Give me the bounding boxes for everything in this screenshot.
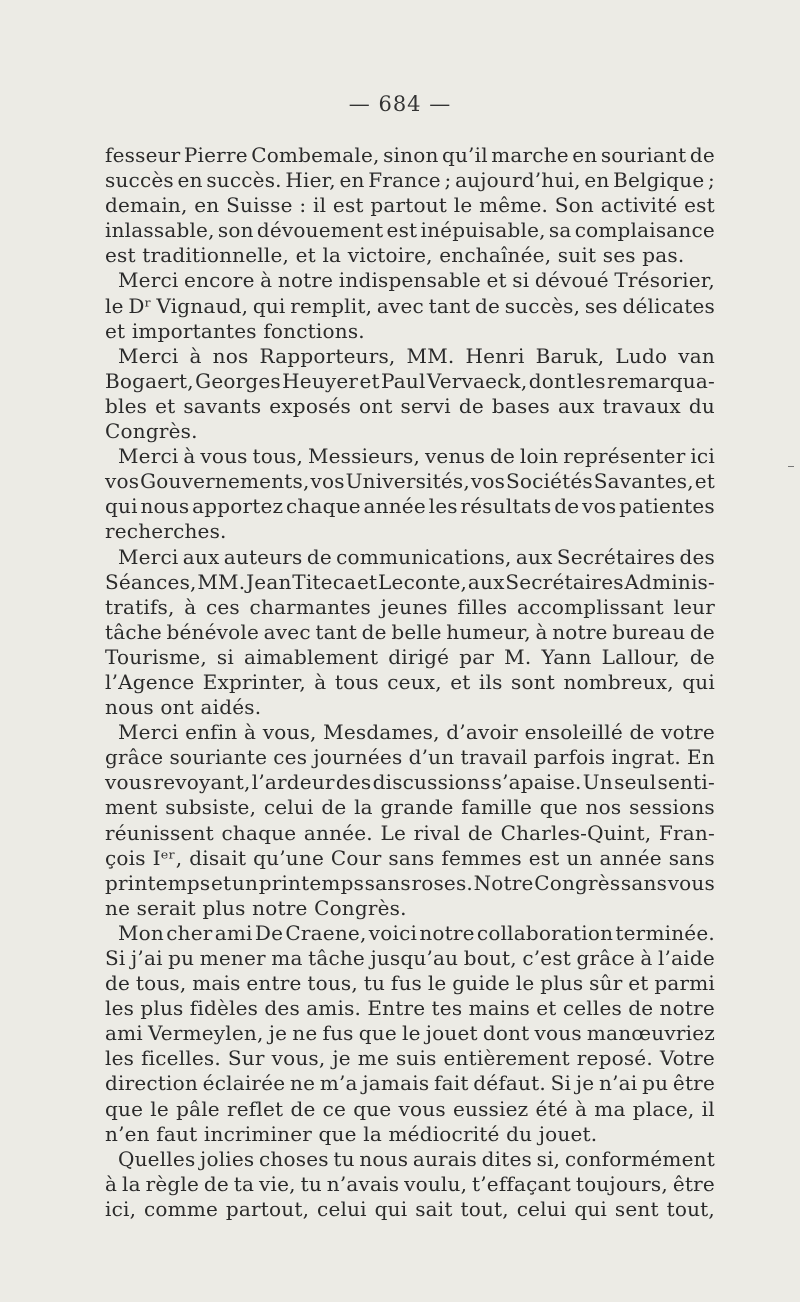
text-line: Merci enfin à vous, Mesdames, d’avoir ensoleillé de votre [118, 720, 715, 745]
text-line: tâche bénévole avec tant de belle humeur, à notre bureau de [105, 619, 715, 644]
text-line: les plus fidèles des amis. Entre tes mains et celles de notre [105, 996, 715, 1021]
text-line: de tous, mais entre tous, tu fus le guide le plus sûr et parmi [105, 971, 715, 996]
text-line: l’Agence Exprinter, à tous ceux, et ils sont nombreux, qui [105, 669, 715, 694]
text-line: est traditionnelle, et la victoire, enchaînée, suit ses pas. [105, 243, 685, 268]
text-line: Quelles jolies choses tu nous aurais dites si, conformément [118, 1146, 715, 1171]
text-line: qui nous apportez chaque année les résultats de vos patientes [105, 494, 715, 519]
text-line: et importantes fonctions. [105, 318, 365, 343]
text-line: Si j’ai pu mener ma tâche jusqu’au bout, c’est grâce à l’aide [105, 946, 715, 970]
text-line: le Dʳ Vignaud, qui remplit, avec tant de succès, ses délicates [105, 293, 715, 318]
text-line: Merci à vous tous, Messieurs, venus de loin représenter ici [118, 444, 715, 469]
text-line: fesseur Pierre Combemale, sinon qu’il marche en souriant de [105, 143, 715, 167]
text-line: vos Gouvernements, vos Universités, vos Sociétés Savantes, et [105, 469, 715, 494]
text-line: ne serait plus notre Congrès. [105, 895, 407, 920]
text-line: grâce souriante ces journées d’un travail parfois ingrat. En [105, 745, 715, 770]
text-line: vous revoyant, l’ardeur des discussions s’apaise. Un seul senti- [105, 770, 715, 795]
text-line: Mon cher ami De Craene, voici notre collaboration terminée. [118, 920, 715, 945]
page-number: — 684 — [348, 92, 452, 116]
text-line: inlassable, son dévouement est inépuisable, sa complaisance [105, 218, 715, 243]
text-line: direction éclairée ne m’a jamais fait défaut. Si je n’ai pu être [105, 1071, 715, 1096]
text-line: Merci à nos Rapporteurs, MM. Henri Baruk, Ludo van [118, 343, 715, 368]
text-line: que le pâle reflet de ce que vous eussiez été à ma place, il [105, 1096, 715, 1121]
text-line: à la règle de ta vie, tu n’avais voulu, t’effaçant toujours, être [105, 1171, 715, 1196]
text-line: Congrès. [105, 419, 198, 444]
text-line: printemps et un printemps sans roses. Notre Congrès sans vous [105, 870, 715, 895]
scan-mark [788, 466, 794, 467]
text-line: Séances, MM. Jean Titeca et Leconte, aux Secrétaires Adminis- [105, 569, 715, 594]
body-text [105, 143, 715, 1222]
text-line: n’en faut incriminer que la médiocrité du jouet. [105, 1121, 598, 1146]
text-line: succès en succès. Hier, en France ; aujourd’hui, en Belgique ; [105, 168, 715, 193]
text-line: ment subsiste, celui de la grande famille que nos sessions [105, 795, 715, 820]
text-line: nous ont aidés. [105, 695, 262, 720]
text-line: Merci aux auteurs de communications, aux Secrétaires des [118, 544, 715, 569]
text-line: ami Vermeylen, je ne fus que le jouet dont vous manœuvriez [105, 1021, 715, 1046]
text-line: tratifs, à ces charmantes jeunes filles accomplissant leur [105, 594, 715, 619]
text-line: ici, comme partout, celui qui sait tout, celui qui sent tout, [105, 1196, 715, 1221]
text-line: Tourisme, si aimablement dirigé par M. Yann Lallour, de [105, 644, 715, 669]
text-line: recherches. [105, 519, 227, 544]
text-line: Bogaert, Georges Heuyer et Paul Vervaeck, dont les remarqua- [105, 368, 715, 393]
text-line: réunissent chaque année. Le rival de Charles-Quint, Fran- [105, 820, 715, 845]
text-line: Merci encore à notre indispensable et si dévoué Trésorier, [118, 268, 715, 293]
text-line: les ficelles. Sur vous, je me suis entièrement reposé. Votre [105, 1046, 715, 1071]
text-line: demain, en Suisse : il est partout le même. Son activité est [105, 193, 715, 218]
text-line: çois Iᵉʳ, disait qu’une Cour sans femmes est un année sans [105, 845, 715, 870]
text-line: bles et savants exposés ont servi de bases aux travaux du [105, 393, 715, 418]
